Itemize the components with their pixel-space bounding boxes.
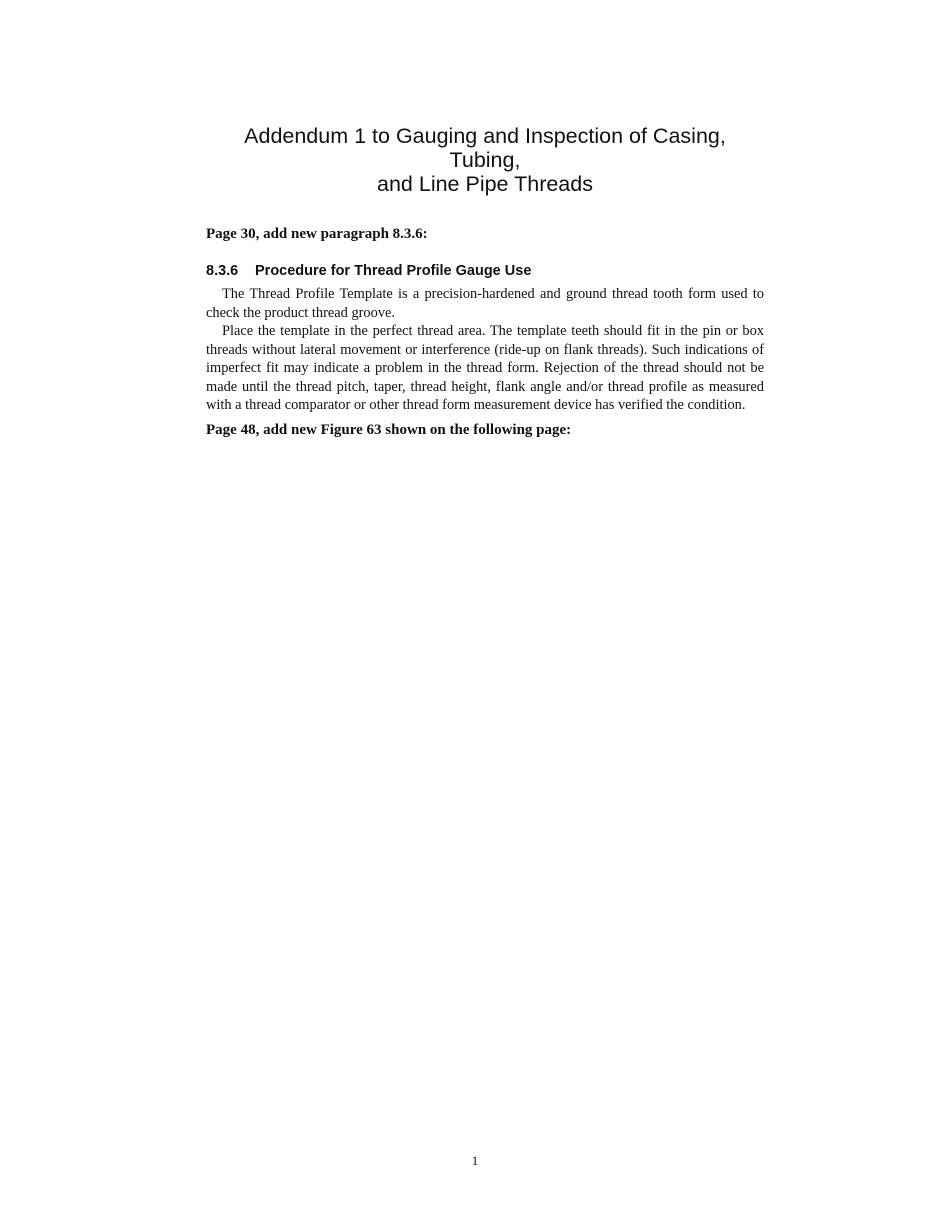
document-title-line-2: and Line Pipe Threads xyxy=(377,172,593,196)
paragraph-template-description: The Thread Profile Template is a precision-hardened and ground thread tooth form used to check the product thread groove. xyxy=(206,286,764,321)
paragraph-template-procedure: Place the template in the perfect thread area. The template teeth should fit in the pin or box threads without lateral movement or interference (ride-up on flank threads). Such indications of imperfect fit may indicate a problem in the thread form. Rejection of the thread should not be made until the thread pitch, taper, thread height, flank angle and/or thread profile as measured with a thread comparator or other thread form measurement device has verified the condition. xyxy=(206,323,764,413)
section-title: Procedure for Thread Profile Gauge Use xyxy=(255,263,532,279)
document-title-line-1: Addendum 1 to Gauging and Inspection of Casing, Tubing, xyxy=(244,124,726,172)
section-number: 8.3.6 xyxy=(206,263,239,279)
page-number: 1 xyxy=(471,1153,479,1168)
document-body xyxy=(206,124,764,439)
edit-instruction-page-30: Page 30, add new paragraph 8.3.6: xyxy=(206,226,428,242)
document-title xyxy=(206,124,764,196)
section-heading xyxy=(206,262,764,280)
edit-instruction-page-48: Page 48, add new Figure 63 shown on the following page: xyxy=(206,421,572,438)
